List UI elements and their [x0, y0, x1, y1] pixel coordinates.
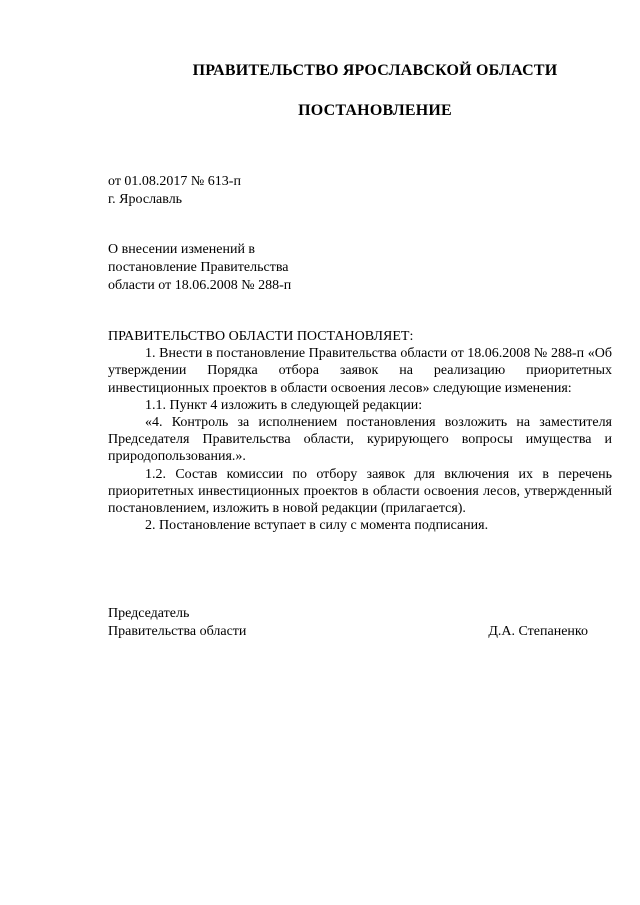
paragraph-1-1: 1.1. Пункт 4 изложить в следующей редакции: — [145, 397, 423, 413]
document-type-title: ПОСТАНОВЛЕНИЕ — [298, 102, 452, 119]
document-body — [108, 328, 612, 534]
paragraph-1-2: 1.2. Состав комиссии по отбору заявок для включения их в перечень приоритетных инвестиционных проектов в области освоения лесов, утвержденный постановлением, изложить в новой редакции (прилагается). — [108, 466, 612, 517]
signer-position-line-1: Председатель — [108, 606, 190, 621]
decree-statement: ПРАВИТЕЛЬСТВО ОБЛАСТИ ПОСТАНОВЛЯЕТ: — [108, 329, 414, 344]
paragraph-2: 2. Постановление вступает в силу с момента подписания. — [145, 518, 489, 534]
paragraph-1: 1. Внести в постановление Правительства области от 18.06.2008 № 288-п «Об утверждении Порядка отбора заявок на реализацию приоритетных инвестиционных проектов в области освоения лесов» следующие изменения: — [108, 346, 612, 396]
signer-name: Д.А. Степаненко — [488, 624, 588, 639]
city: г. Ярославль — [108, 192, 183, 207]
paragraph-1-1-quote: «4. Контроль за исполнением постановления возложить на заместителя Председателя Правительства области, курирующего вопросы имущества и природопользования.». — [108, 415, 612, 465]
signature-block — [108, 605, 588, 641]
signer-position-line-2: Правительства области — [108, 624, 247, 639]
subject-line-2: постановление Правительства — [108, 260, 289, 275]
date-number: от 01.08.2017 № 613-п — [108, 174, 241, 189]
subject-line-1: О внесении изменений в — [108, 242, 256, 257]
government-title: ПРАВИТЕЛЬСТВО ЯРОСЛАВСКОЙ ОБЛАСТИ — [192, 62, 558, 79]
subject-line-3: области от 18.06.2008 № 288-п — [108, 278, 292, 293]
